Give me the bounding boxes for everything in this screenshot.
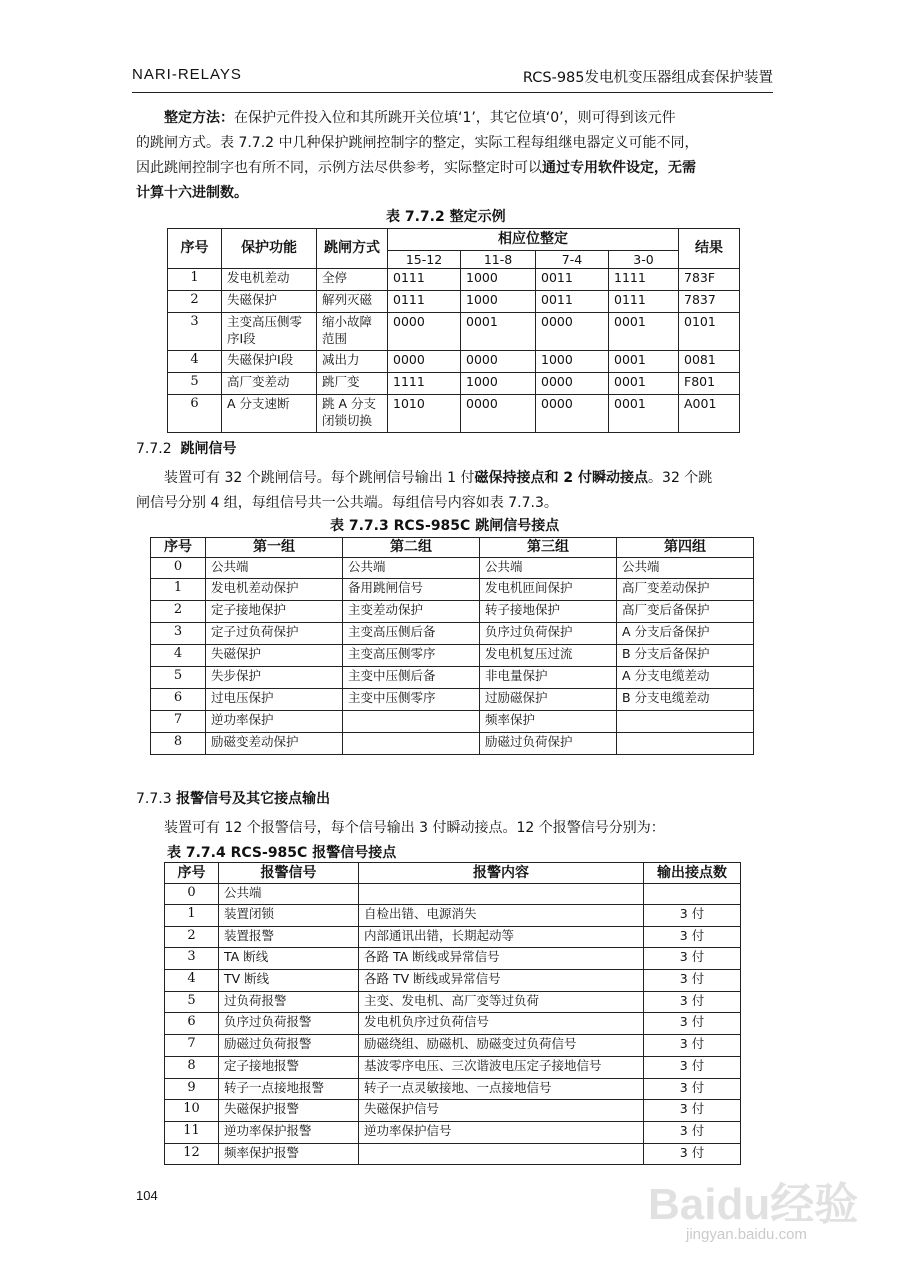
cell-bits: 0000 bbox=[536, 373, 609, 395]
cell-function: 失磁保护Ⅰ段 bbox=[222, 351, 317, 373]
col-header: 输出接点数 bbox=[644, 863, 741, 884]
cell: 定子过负荷保护 bbox=[206, 623, 343, 645]
cell bbox=[617, 733, 754, 755]
cell: 非电量保护 bbox=[480, 667, 617, 689]
section-number: 7.7.2 bbox=[136, 441, 172, 457]
cell: 高厂变后备保护 bbox=[617, 601, 754, 623]
table-row bbox=[165, 905, 741, 927]
cell: 5 bbox=[165, 991, 219, 1013]
cell bbox=[617, 711, 754, 733]
intro-line-1: 在保护元件投入位和其所跳开关位填‘1’，其它位填‘0’，则可得到该元件 bbox=[234, 110, 676, 126]
cell-bits: 1000 bbox=[461, 291, 536, 313]
cell: 10 bbox=[165, 1100, 219, 1122]
cell: 8 bbox=[151, 733, 206, 755]
page-header bbox=[132, 66, 773, 90]
cell: 过电压保护 bbox=[206, 689, 343, 711]
cell-result: 783F bbox=[679, 269, 740, 291]
table-row bbox=[165, 1100, 741, 1122]
cell: 各路 TV 断线或异常信号 bbox=[359, 970, 644, 992]
cell: 过励磁保护 bbox=[480, 689, 617, 711]
cell-no: 5 bbox=[168, 373, 222, 395]
trip-para-text: 。32 个跳 bbox=[648, 470, 713, 486]
cell: B 分支后备保护 bbox=[617, 645, 754, 667]
cell: 定子接地保护 bbox=[206, 601, 343, 623]
cell-trip-mode: 跳厂变 bbox=[317, 373, 388, 395]
cell-no: 6 bbox=[168, 395, 222, 433]
cell: 负序过负荷报警 bbox=[219, 1013, 359, 1035]
cell: 转子接地保护 bbox=[480, 601, 617, 623]
cell: 3 付 bbox=[644, 1100, 741, 1122]
table-row bbox=[168, 395, 740, 433]
alarm-signal-paragraph bbox=[136, 816, 772, 841]
trip-signal-paragraph bbox=[136, 466, 772, 516]
cell: 公共端 bbox=[219, 884, 359, 905]
table-row bbox=[165, 1121, 741, 1143]
cell-function: 发电机差动 bbox=[222, 269, 317, 291]
cell: 励磁绕组、励磁机、励磁变过负荷信号 bbox=[359, 1035, 644, 1057]
table-row bbox=[165, 970, 741, 992]
cell: B 分支电缆差动 bbox=[617, 689, 754, 711]
table1-caption: 表 7.7.2 整定示例 bbox=[386, 209, 506, 225]
table-row bbox=[165, 884, 741, 905]
table-row bbox=[151, 733, 754, 755]
bit-range-header: 3-0 bbox=[609, 251, 679, 269]
table-row bbox=[151, 558, 754, 579]
col-header: 第三组 bbox=[480, 538, 617, 558]
table-row bbox=[165, 1035, 741, 1057]
cell: 1 bbox=[151, 579, 206, 601]
intro-paragraph bbox=[136, 106, 772, 206]
cell: 3 付 bbox=[644, 1143, 741, 1165]
cell: 逆功率保护信号 bbox=[359, 1121, 644, 1143]
bit-range-header: 11-8 bbox=[461, 251, 536, 269]
table-row bbox=[165, 1143, 741, 1165]
cell: 失步保护 bbox=[206, 667, 343, 689]
cell-bits: 1010 bbox=[388, 395, 461, 433]
cell-function: 高厂变差动 bbox=[222, 373, 317, 395]
col-header: 第四组 bbox=[617, 538, 754, 558]
cell bbox=[359, 1143, 644, 1165]
cell: 5 bbox=[151, 667, 206, 689]
cell-function: 失磁保护 bbox=[222, 291, 317, 313]
cell bbox=[644, 884, 741, 905]
table-row bbox=[165, 926, 741, 948]
cell-bits: 1000 bbox=[461, 373, 536, 395]
col-header-bits: 相应位整定 bbox=[388, 229, 679, 251]
col-header: 第一组 bbox=[206, 538, 343, 558]
alarm-signal-table bbox=[164, 862, 741, 1165]
cell: 频率保护 bbox=[480, 711, 617, 733]
cell: 0 bbox=[151, 558, 206, 579]
cell: 公共端 bbox=[480, 558, 617, 579]
cell bbox=[359, 884, 644, 905]
cell: 过负荷报警 bbox=[219, 991, 359, 1013]
cell: 7 bbox=[151, 711, 206, 733]
watermark bbox=[648, 1168, 859, 1268]
cell: 失磁保护报警 bbox=[219, 1100, 359, 1122]
cell: 频率保护报警 bbox=[219, 1143, 359, 1165]
section-heading-7-7-3 bbox=[136, 788, 330, 808]
cell-bits: 0000 bbox=[536, 313, 609, 351]
cell: 公共端 bbox=[617, 558, 754, 579]
section-title: 跳闸信号 bbox=[180, 441, 237, 457]
watermark-logo: Baidu经验 bbox=[648, 1180, 859, 1229]
cell-bits: 0000 bbox=[536, 395, 609, 433]
cell-trip-mode: 解列灭磁 bbox=[317, 291, 388, 313]
cell-bits: 0000 bbox=[388, 313, 461, 351]
cell: 12 bbox=[165, 1143, 219, 1165]
col-header: 序号 bbox=[165, 863, 219, 884]
col-header-no: 序号 bbox=[168, 229, 222, 269]
table-row bbox=[165, 948, 741, 970]
section-heading-7-7-2 bbox=[136, 438, 237, 458]
table-row bbox=[151, 601, 754, 623]
cell: 发电机匝间保护 bbox=[480, 579, 617, 601]
cell-bits: 1111 bbox=[609, 269, 679, 291]
page-number: 104 bbox=[136, 1188, 158, 1203]
cell: 逆功率保护 bbox=[206, 711, 343, 733]
table-row bbox=[168, 269, 740, 291]
cell-result: A001 bbox=[679, 395, 740, 433]
trip-para-text: 装置可有 32 个跳闸信号。每个跳闸信号输出 1 付 bbox=[164, 470, 475, 486]
cell-bits: 0001 bbox=[609, 395, 679, 433]
table-row bbox=[168, 291, 740, 313]
trip-para-bold: 磁保持接点和 2 付瞬动接点 bbox=[474, 470, 649, 486]
cell: 转子一点灵敏接地、一点接地信号 bbox=[359, 1078, 644, 1100]
section-number: 7.7.3 bbox=[136, 791, 172, 807]
table-row bbox=[168, 351, 740, 373]
cell: 励磁过负荷保护 bbox=[480, 733, 617, 755]
cell: 负序过负荷保护 bbox=[480, 623, 617, 645]
cell-function: 主变高压侧零序Ⅰ段 bbox=[222, 313, 317, 351]
cell-no: 2 bbox=[168, 291, 222, 313]
cell: 3 付 bbox=[644, 1121, 741, 1143]
cell: 3 付 bbox=[644, 1013, 741, 1035]
cell: 发电机差动保护 bbox=[206, 579, 343, 601]
intro-line-2: 的跳闸方式。表 7.7.2 中几种保护跳闸控制字的整定，实际工程每组继电器定义可能不同， bbox=[136, 135, 699, 151]
cell: 自检出错、电源消失 bbox=[359, 905, 644, 927]
cell: 7 bbox=[165, 1035, 219, 1057]
cell: 转子一点接地报警 bbox=[219, 1078, 359, 1100]
cell-bits: 0000 bbox=[461, 351, 536, 373]
cell: 主变、发电机、高厂变等过负荷 bbox=[359, 991, 644, 1013]
cell-trip-mode: 减出力 bbox=[317, 351, 388, 373]
cell: 3 付 bbox=[644, 926, 741, 948]
alarm-para-text: 装置可有 12 个报警信号，每个信号输出 3 付瞬动接点。12 个报警信号分别为： bbox=[164, 820, 665, 836]
cell: 主变中压侧后备 bbox=[343, 667, 480, 689]
cell-bits: 1111 bbox=[388, 373, 461, 395]
bit-range-header: 7-4 bbox=[536, 251, 609, 269]
bit-range-header: 15-12 bbox=[388, 251, 461, 269]
cell: 失磁保护 bbox=[206, 645, 343, 667]
table-row bbox=[165, 991, 741, 1013]
cell-no: 4 bbox=[168, 351, 222, 373]
trip-para-line-2: 闸信号分别 4 组，每组信号共一公共端。每组信号内容如表 7.7.3。 bbox=[136, 495, 558, 511]
col-header-result: 结果 bbox=[679, 229, 740, 269]
cell: 失磁保护信号 bbox=[359, 1100, 644, 1122]
cell: 高厂变差动保护 bbox=[617, 579, 754, 601]
cell: 主变差动保护 bbox=[343, 601, 480, 623]
header-doc-title: RCS-985发电机变压器组成套保护装置 bbox=[522, 70, 773, 86]
cell: 3 付 bbox=[644, 948, 741, 970]
cell: 各路 TA 断线或异常信号 bbox=[359, 948, 644, 970]
cell bbox=[343, 733, 480, 755]
cell-result: 0101 bbox=[679, 313, 740, 351]
table3-caption: 表 7.7.4 RCS-985C 报警信号接点 bbox=[167, 845, 397, 861]
cell: 6 bbox=[151, 689, 206, 711]
col-header-trip-mode: 跳闸方式 bbox=[317, 229, 388, 269]
col-header: 报警信号 bbox=[219, 863, 359, 884]
cell: 6 bbox=[165, 1013, 219, 1035]
cell-bits: 0111 bbox=[388, 269, 461, 291]
cell: 发电机复压过流 bbox=[480, 645, 617, 667]
cell: 2 bbox=[151, 601, 206, 623]
intro-line-3-bold: 通过专用软件设定，无需 bbox=[542, 160, 696, 176]
cell: 8 bbox=[165, 1056, 219, 1078]
cell: 3 付 bbox=[644, 905, 741, 927]
table-row bbox=[151, 623, 754, 645]
cell: 基波零序电压、三次谐波电压定子接地信号 bbox=[359, 1056, 644, 1078]
table-row bbox=[165, 1078, 741, 1100]
cell-bits: 0111 bbox=[388, 291, 461, 313]
cell bbox=[343, 711, 480, 733]
cell: 3 付 bbox=[644, 1056, 741, 1078]
cell: TA 断线 bbox=[219, 948, 359, 970]
table2-caption: 表 7.7.3 RCS-985C 跳闸信号接点 bbox=[330, 518, 560, 534]
col-header: 报警内容 bbox=[359, 863, 644, 884]
col-header: 序号 bbox=[151, 538, 206, 558]
cell: 11 bbox=[165, 1121, 219, 1143]
cell: 公共端 bbox=[206, 558, 343, 579]
cell-result: 7837 bbox=[679, 291, 740, 313]
cell: 逆功率保护报警 bbox=[219, 1121, 359, 1143]
cell-bits: 0001 bbox=[609, 373, 679, 395]
table-row bbox=[151, 667, 754, 689]
cell-trip-mode: 缩小故障范围 bbox=[317, 313, 388, 351]
cell: 3 bbox=[165, 948, 219, 970]
cell: 3 付 bbox=[644, 1035, 741, 1057]
table-row bbox=[151, 711, 754, 733]
cell-no: 1 bbox=[168, 269, 222, 291]
cell: 3 付 bbox=[644, 1078, 741, 1100]
cell-result: 0081 bbox=[679, 351, 740, 373]
table-row bbox=[165, 1013, 741, 1035]
cell: 0 bbox=[165, 884, 219, 905]
cell: 备用跳闸信号 bbox=[343, 579, 480, 601]
cell: 装置闭锁 bbox=[219, 905, 359, 927]
cell: 装置报警 bbox=[219, 926, 359, 948]
table-row bbox=[151, 645, 754, 667]
cell-bits: 0001 bbox=[609, 351, 679, 373]
cell: 发电机负序过负荷信号 bbox=[359, 1013, 644, 1035]
cell-bits: 0011 bbox=[536, 269, 609, 291]
cell: 4 bbox=[165, 970, 219, 992]
cell: A 分支后备保护 bbox=[617, 623, 754, 645]
table-row bbox=[151, 689, 754, 711]
cell: 3 付 bbox=[644, 991, 741, 1013]
section-title: 报警信号及其它接点输出 bbox=[176, 791, 331, 807]
table-row bbox=[168, 313, 740, 351]
table-row bbox=[168, 373, 740, 395]
cell-result: F801 bbox=[679, 373, 740, 395]
cell-bits: 0000 bbox=[461, 395, 536, 433]
cell: 励磁过负荷报警 bbox=[219, 1035, 359, 1057]
cell-bits: 0111 bbox=[609, 291, 679, 313]
cell: 9 bbox=[165, 1078, 219, 1100]
col-header: 第二组 bbox=[343, 538, 480, 558]
cell: A 分支电缆差动 bbox=[617, 667, 754, 689]
cell: 2 bbox=[165, 926, 219, 948]
cell: 1 bbox=[165, 905, 219, 927]
cell-bits: 0000 bbox=[388, 351, 461, 373]
cell: 励磁变差动保护 bbox=[206, 733, 343, 755]
table-row bbox=[151, 579, 754, 601]
cell-bits: 0011 bbox=[536, 291, 609, 313]
watermark-url: jingyan.baidu.com bbox=[686, 1226, 807, 1243]
cell-no: 3 bbox=[168, 313, 222, 351]
cell-bits: 0001 bbox=[461, 313, 536, 351]
intro-line-4: 计算十六进制数。 bbox=[136, 185, 248, 201]
cell: TV 断线 bbox=[219, 970, 359, 992]
cell-bits: 0001 bbox=[609, 313, 679, 351]
trip-signal-table bbox=[150, 537, 754, 755]
settings-example-table bbox=[167, 228, 740, 433]
cell: 4 bbox=[151, 645, 206, 667]
col-header-function: 保护功能 bbox=[222, 229, 317, 269]
cell: 3 付 bbox=[644, 970, 741, 992]
cell: 公共端 bbox=[343, 558, 480, 579]
header-brand: NARI-RELAYS bbox=[132, 66, 242, 83]
cell-trip-mode: 全停 bbox=[317, 269, 388, 291]
cell-trip-mode: 跳 A 分支闭锁切换 bbox=[317, 395, 388, 433]
cell: 主变高压侧后备 bbox=[343, 623, 480, 645]
cell: 主变高压侧零序 bbox=[343, 645, 480, 667]
intro-lead: 整定方法： bbox=[164, 110, 234, 126]
cell: 内部通讯出错，长期起动等 bbox=[359, 926, 644, 948]
cell-bits: 1000 bbox=[461, 269, 536, 291]
cell-function: A 分支速断 bbox=[222, 395, 317, 433]
table-row bbox=[165, 1056, 741, 1078]
cell: 3 bbox=[151, 623, 206, 645]
cell: 定子接地报警 bbox=[219, 1056, 359, 1078]
header-rule bbox=[132, 92, 773, 93]
cell: 主变中压侧零序 bbox=[343, 689, 480, 711]
intro-line-3: 因此跳闸控制字也有所不同，示例方法尽供参考，实际整定时可以 bbox=[136, 160, 542, 176]
cell-bits: 1000 bbox=[536, 351, 609, 373]
